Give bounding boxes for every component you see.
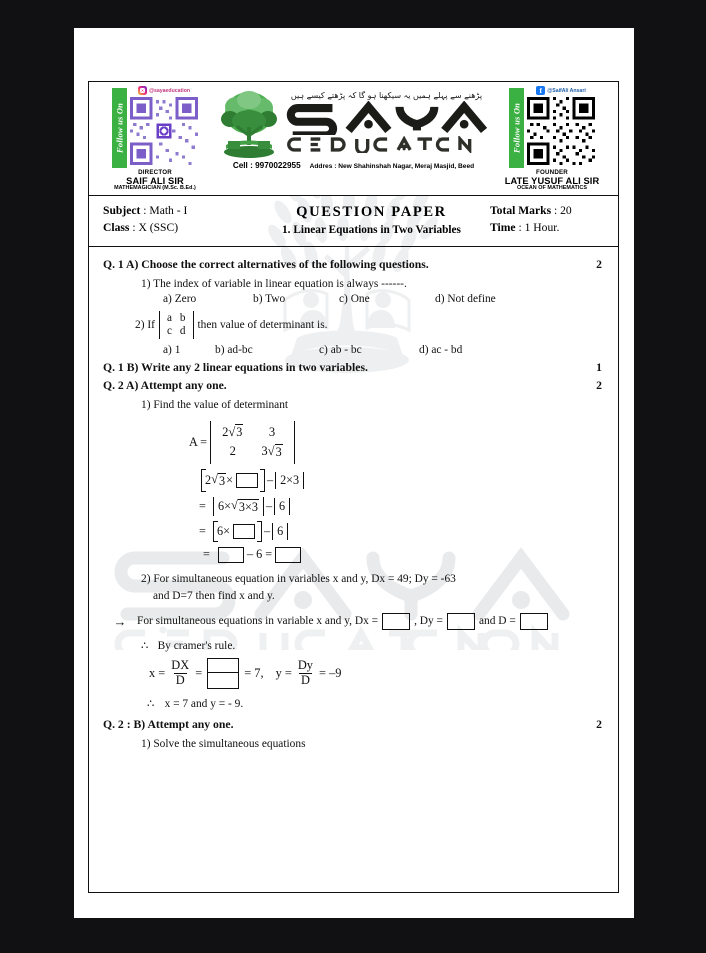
step4-equals: =	[203, 547, 210, 562]
step2-root: 3×3	[238, 500, 258, 515]
cell-number: Cell : 9970022955	[232, 161, 301, 170]
facebook-qr-group	[509, 86, 595, 168]
question-paper-frame	[88, 81, 619, 893]
time-value: : 1 Hour.	[518, 220, 560, 234]
founder-name: LATE YUSUF ALI SIR	[504, 175, 600, 186]
chapter-subtitle: 1. Linear Equations in Two Variables	[282, 223, 461, 236]
answer-box-d[interactable]	[520, 613, 548, 630]
answer-box-fraction-denominator[interactable]	[207, 673, 239, 689]
step2-left-value: 6×	[218, 498, 231, 513]
question-1b-marks: 1	[596, 360, 602, 374]
matrix-a-r1c2: 3	[268, 424, 276, 439]
director-qualification: MATHEMAGICIAN (M.Sc. B.Ed.)	[114, 185, 196, 192]
class-label: Class	[103, 220, 130, 234]
founder-role: FOUNDER	[535, 169, 568, 176]
question-2a-item-1: 1) Find the value of determinant	[141, 398, 289, 411]
letterhead	[89, 82, 618, 196]
total-marks-row	[490, 203, 608, 220]
step1-coef: 2	[205, 472, 212, 487]
contact-row	[233, 161, 474, 170]
step3-left-value: 6×	[217, 523, 230, 538]
matrix-a-r2c1: 2	[229, 444, 236, 459]
page-title: QUESTION PAPER	[296, 204, 447, 220]
question-2a-item-2-line-2: and D=7 then find x and y.	[153, 590, 275, 603]
saya-tree-logo	[218, 89, 280, 159]
question-2b-heading-row	[103, 718, 608, 731]
question-1a-heading: Q. 1 A) Choose the correct alternatives of the following questions.	[103, 257, 429, 271]
step1-root: 3	[219, 474, 226, 489]
class-value: : X (SSC)	[132, 220, 179, 234]
cramer-fill-row	[103, 613, 608, 630]
step2-equals: =	[199, 498, 206, 513]
step3-right-bracket	[272, 523, 288, 540]
cramer-fill-post: and D =	[478, 615, 516, 628]
director-name: SAIF ALI SIR	[126, 175, 184, 186]
paper-title-group	[253, 203, 490, 239]
follow-us-on-tab-left: Follow us On	[112, 88, 127, 168]
time-label: Time	[490, 220, 516, 234]
dy-over-d-fraction	[296, 659, 315, 687]
step3-right-value: 6	[277, 523, 284, 538]
step4-equals-2: =	[265, 547, 273, 562]
determinant-step-3	[199, 521, 608, 542]
step1-times: ×	[226, 472, 233, 487]
letterhead-right	[492, 86, 612, 192]
answer-box-dx[interactable]	[382, 613, 410, 630]
conclusion-row	[147, 696, 608, 710]
option-b: b) Two	[253, 292, 286, 305]
y-result: = –9	[319, 665, 342, 680]
question-1a-heading-row	[103, 258, 608, 271]
letterhead-center	[215, 86, 492, 170]
option-c: c) One	[339, 292, 370, 305]
answer-box-step1[interactable]	[236, 473, 258, 488]
marks-time-group	[490, 203, 608, 237]
follow-us-on-tab-right: Follow us On	[509, 88, 524, 168]
matrix-cell-b: b	[179, 311, 186, 324]
founder-caption	[505, 170, 600, 192]
step2-right-bracket	[274, 498, 290, 515]
y-label: y =	[275, 665, 292, 680]
address-text: Addres : New Shahinshah Nagar, Meraj Masjid, Beed	[309, 163, 475, 170]
instagram-handle-row	[138, 86, 190, 95]
matrix-cell-a: a	[166, 311, 172, 324]
question-2b-heading: Q. 2 : B) Attempt any one.	[103, 717, 234, 731]
step2-right-value: 6	[279, 498, 286, 513]
question-1a-item-2-prefix: 2) If	[135, 318, 155, 331]
step3-minus: –	[263, 523, 271, 538]
question-body	[89, 247, 618, 763]
step2-left-bracket: 6× √ 3×3	[213, 497, 264, 516]
answer-box-step4-first[interactable]	[218, 547, 244, 563]
determinant-a-matrix	[210, 421, 295, 464]
determinant-a-label: A =	[189, 434, 208, 449]
conclusion-text: x = 7 and y = - 9.	[164, 697, 244, 710]
question-1a-item-1: 1) The index of variable in linear equation is always ------.	[141, 277, 407, 290]
cramer-equation-row	[149, 658, 608, 689]
instagram-qr-group	[112, 86, 198, 168]
step1-left-bracket-group: 2 √ 3 ×	[201, 469, 265, 492]
subject-class-group	[103, 203, 253, 237]
question-2a-marks: 2	[596, 378, 602, 392]
step1-minus: –	[266, 472, 274, 487]
instagram-handle-text: @sayaeducation	[148, 87, 191, 94]
question-1b-heading: Q. 1 B) Write any 2 linear equations in two variables.	[103, 360, 368, 374]
question-2b-item-1: 1) Solve the simultaneous equations	[141, 737, 306, 750]
question-1a-item-2	[135, 311, 608, 339]
cramer-fill-mid: , Dy =	[414, 615, 443, 628]
option2-a: a) 1	[163, 343, 181, 356]
question-1b-heading-row	[103, 361, 608, 374]
option-d: d) Not define	[435, 292, 496, 305]
abcd-determinant	[159, 311, 194, 339]
facebook-icon: f	[536, 86, 545, 95]
answer-box-step3[interactable]	[233, 524, 255, 539]
urdu-tagline: پڑھنے سے پہلے ہمیں یہ سیکھنا ہو گا کہ پڑھتے کیسے ہیں	[290, 91, 483, 100]
question-1a-item-2-options	[163, 344, 608, 356]
determinant-step-4	[203, 547, 608, 563]
x-result: = 7,	[244, 665, 264, 680]
step4-six: 6	[256, 547, 263, 562]
step2-minus: –	[265, 498, 273, 513]
document-sheet	[74, 28, 634, 918]
instagram-qr-code[interactable]	[130, 97, 198, 165]
total-marks-value: : 20	[554, 204, 572, 217]
question-2a-item-2-line-1: 2) For simultaneous equation in variables x and y, Dx = 49; Dy = -63	[141, 572, 456, 585]
answer-box-dy[interactable]	[447, 613, 475, 630]
founder-title: OCEAN OF MATHEMATICS	[517, 185, 587, 192]
subject-row	[103, 203, 253, 220]
question-1a-marks: 2	[596, 257, 602, 271]
option2-c: c) ab - bc	[319, 343, 362, 356]
determinant-step-1	[199, 469, 608, 492]
matrix-cell-d: d	[179, 324, 186, 337]
question-2a-heading: Q. 2 A) Attempt any one.	[103, 378, 227, 392]
total-marks-label: Total Marks	[490, 204, 552, 217]
matrix-a-r2c2: 3 √ 3	[261, 444, 282, 459]
step3-equals: =	[199, 523, 206, 538]
question-1a-item-1-options	[163, 293, 608, 305]
class-row	[103, 220, 253, 237]
option2-d: d) ac - bd	[419, 343, 463, 356]
step1-right-value: 2×3	[280, 472, 300, 487]
subject-info-bar	[89, 196, 618, 247]
time-row	[490, 220, 608, 237]
determinant-step-2	[199, 497, 608, 516]
saya-wordmark	[284, 101, 489, 135]
letterhead-left	[95, 86, 215, 192]
answer-box-fraction[interactable]	[207, 658, 239, 689]
equals-sign-1: =	[195, 665, 203, 680]
dx-numerator: DX	[171, 658, 190, 673]
dx-over-d-fraction	[169, 659, 191, 687]
facebook-handle-text: @SaifAli Ansari	[547, 87, 586, 94]
matrix-a-r1c1: 2 √ 3	[222, 424, 243, 440]
dx-denominator: D	[175, 672, 185, 687]
matrix-cell-c: c	[166, 324, 172, 337]
question-2b-marks: 2	[596, 717, 602, 731]
option-a: a) Zero	[163, 292, 197, 305]
step1-right-bracket	[275, 472, 304, 489]
facebook-qr-code[interactable]	[527, 97, 595, 165]
dy-numerator: Dy	[297, 658, 314, 673]
cramer-rule-text: By cramer's rule.	[157, 639, 236, 652]
cramer-fill-prefix: For simultaneous equations in variable x and y, Dx =	[137, 615, 379, 628]
education-wordmark	[284, 136, 489, 153]
step4-minus: –	[247, 547, 254, 562]
step3-left-bracket	[213, 521, 262, 542]
question-2a-heading-row	[103, 379, 608, 392]
question-1a-item-2-suffix: then value of determinant is.	[197, 318, 328, 331]
therefore-symbol-2: ∴	[147, 697, 155, 710]
facebook-handle-row	[536, 86, 586, 95]
answer-box-step4-second[interactable]	[275, 547, 301, 563]
answer-box-fraction-numerator[interactable]	[207, 658, 239, 673]
cramer-rule-line	[141, 638, 608, 652]
director-role: DIRECTOR	[138, 169, 172, 176]
director-caption	[114, 170, 196, 192]
option2-b: b) ad-bc	[215, 343, 253, 356]
x-label: x =	[149, 665, 166, 680]
instagram-icon	[138, 86, 147, 95]
right-arrow-icon: →	[113, 613, 127, 629]
therefore-symbol-1: ∴	[141, 639, 149, 652]
subject-value: : Math - I	[143, 204, 188, 217]
subject-label: Subject	[103, 204, 141, 217]
determinant-a-row	[189, 421, 608, 464]
dy-denominator: D	[300, 672, 310, 687]
